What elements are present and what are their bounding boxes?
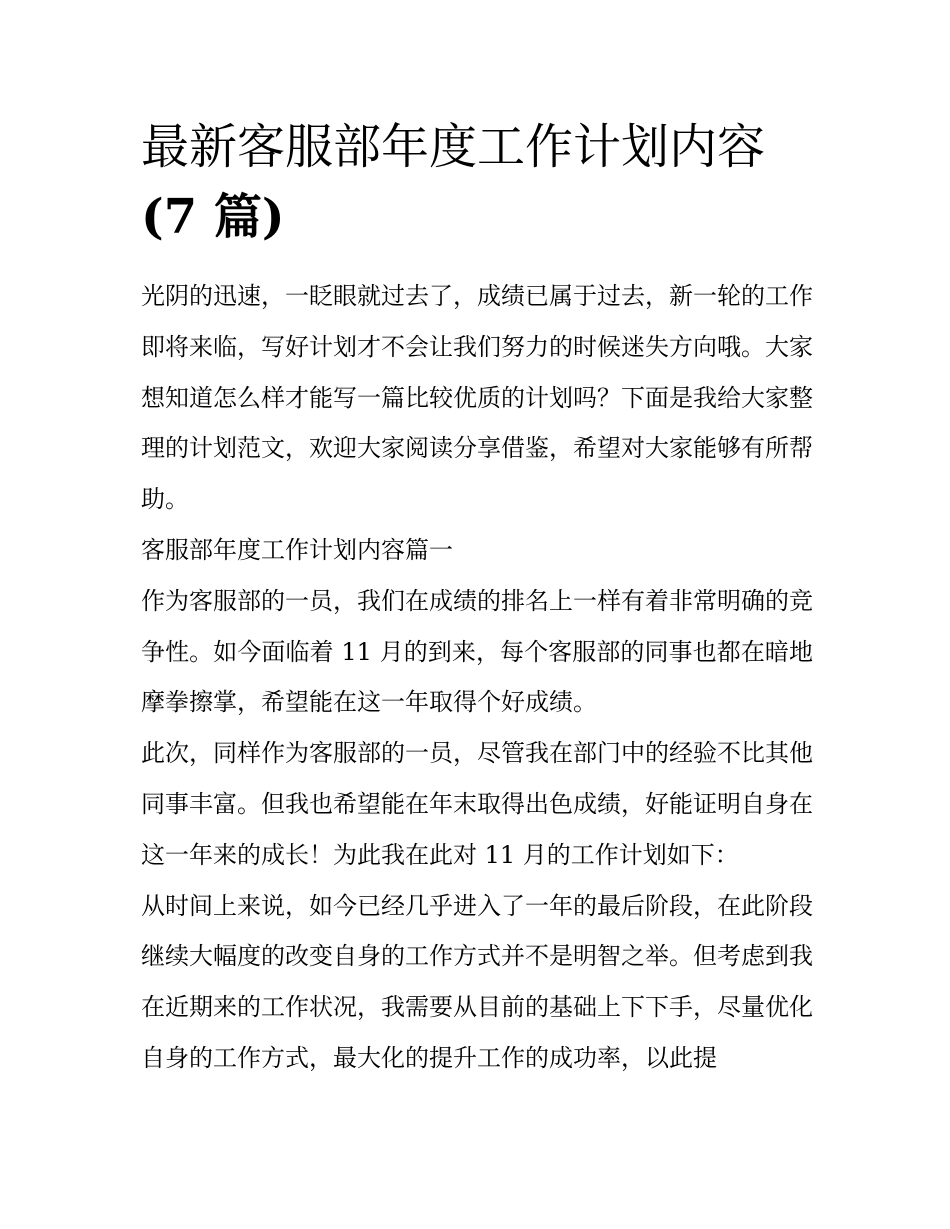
- document-body: [141, 271, 813, 1084]
- paragraph-intro: 光阴的迅速，一眨眼就过去了，成绩已属于过去，新一轮的工作即将来临，写好计划才不会让我们努力的时候迷失方向哦。大家想知道怎么样才能写一篇比较优质的计划吗？下面是我给大家整理的计划范文，欢迎大家阅读分享借鉴，希望对大家能够有所帮助。: [141, 282, 813, 514]
- document-title: [141, 112, 813, 252]
- title-line-2: (7 篇): [141, 189, 285, 245]
- paragraph-3: 从时间上来说，如今已经几乎进入了一年的最后阶段，在此阶段继续大幅度的改变自身的工作方式并不是明智之举。但考虑到我在近期来的工作状况，我需要从目前的基础上下下手，尽量优化自身的工作方式，最大化的提升工作的成功率，以此提: [141, 891, 813, 1072]
- paragraph-1: 作为客服部的一员，我们在成绩的排名上一样有着非常明确的竞争性。如今面临着 11 月的到来，每个客服部的同事也都在暗地摩拳擦掌，希望能在这一年取得个好成绩。: [141, 586, 813, 717]
- document-page: [141, 112, 813, 1084]
- title-line-1: 最新客服部年度工作计划内容: [141, 119, 766, 175]
- section-heading: 客服部年度工作计划内容篇一: [141, 535, 453, 564]
- paragraph-2: 此次，同样作为客服部的一员，尽管我在部门中的经验不比其他同事丰富。但我也希望能在年末取得出色成绩，好能证明自身在这一年来的成长！为此我在此对 11 月的工作计划如下：: [141, 739, 813, 869]
